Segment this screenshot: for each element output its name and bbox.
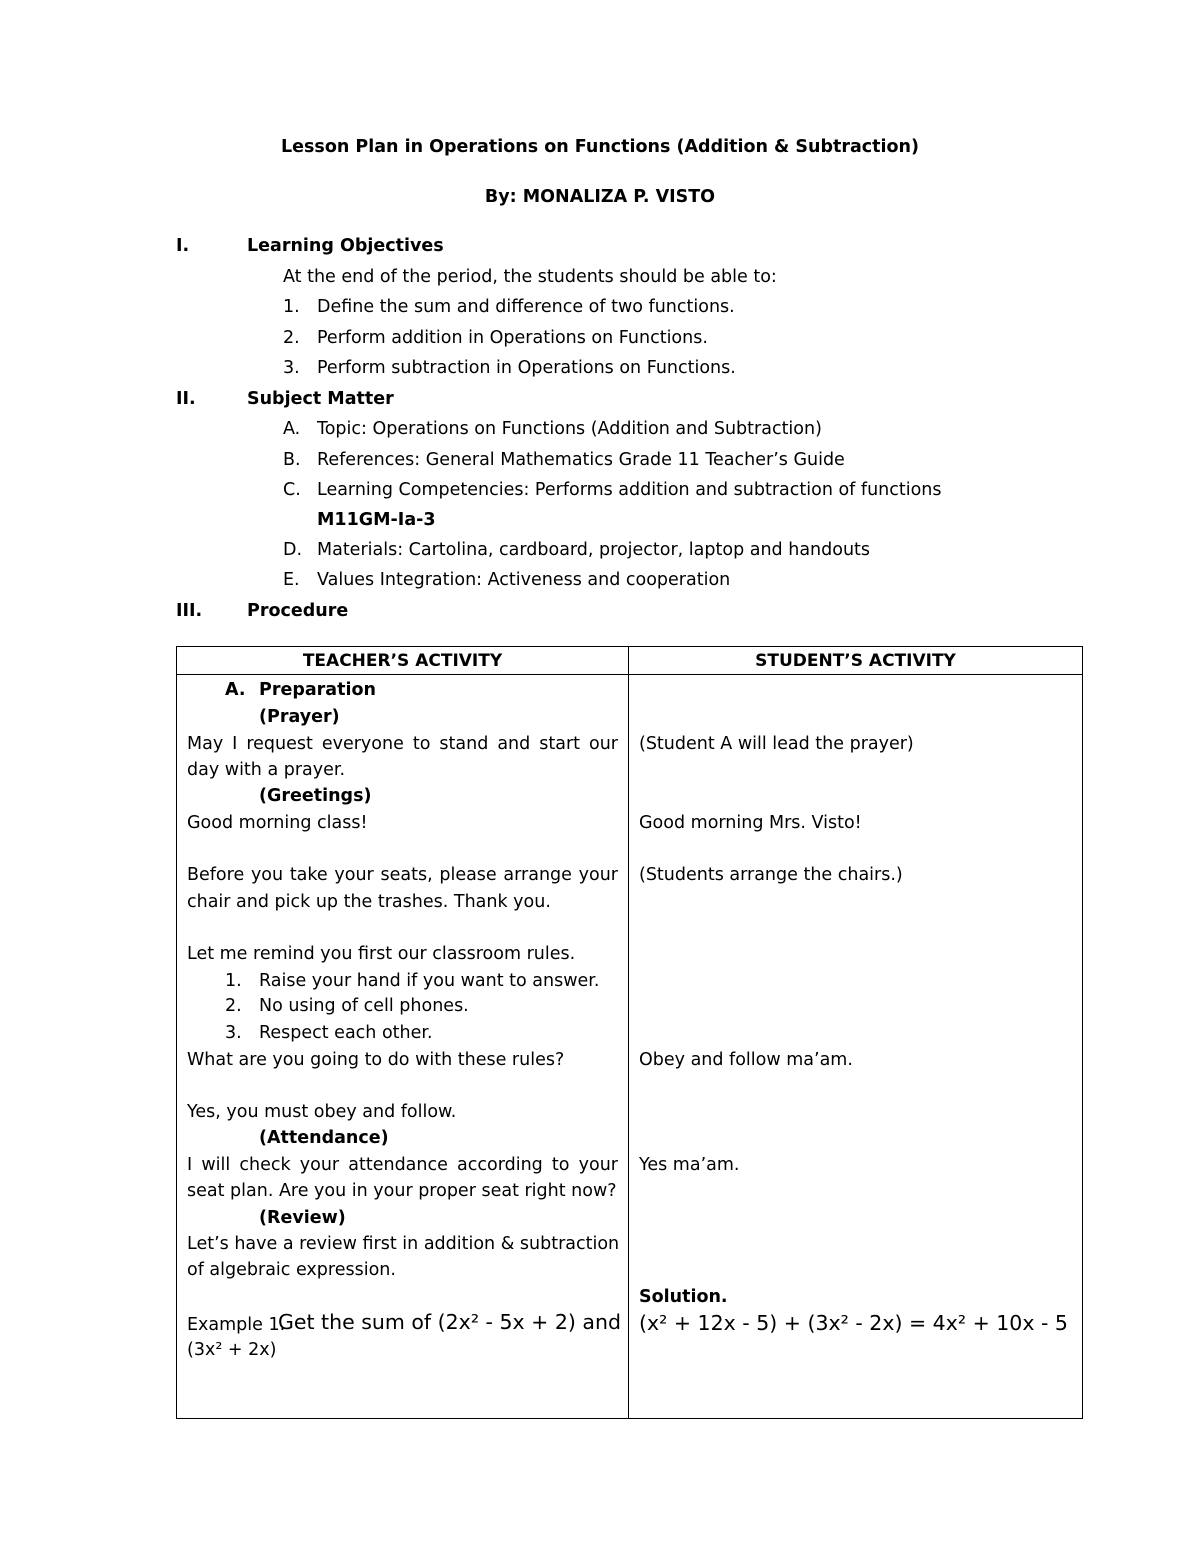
rule-item: No using of cell phones. (259, 996, 469, 1016)
subject-letter: A. (283, 419, 301, 439)
seats-instruction-line: Before you take your seats, please arrange your (187, 865, 618, 885)
rule-number: 2. (225, 996, 242, 1016)
teacher-activity-cell (177, 675, 629, 1419)
rule-number: 3. (225, 1023, 242, 1043)
objectives-intro: At the end of the period, the students should be able to: (283, 267, 777, 287)
subject-item: Materials: Cartolina, cardboard, projector, laptop and handouts (317, 540, 871, 560)
objective-item: Define the sum and difference of two functions. (317, 297, 735, 317)
rules-confirm: Yes, you must obey and follow. (187, 1102, 457, 1122)
section-heading-procedure: Procedure (247, 601, 349, 621)
objective-number: 3. (283, 358, 300, 378)
rule-number: 1. (225, 971, 242, 991)
student-attendance-response: Yes ma’am. (639, 1155, 740, 1175)
objective-number: 1. (283, 297, 300, 317)
rule-item: Respect each other. (259, 1023, 433, 1043)
seats-instruction-line: chair and pick up the trashes. Thank you. (187, 892, 551, 912)
table-row (177, 675, 1083, 1419)
review-label: (Review) (259, 1208, 346, 1228)
greetings-label: (Greetings) (259, 786, 372, 806)
subject-letter: E. (283, 570, 300, 590)
procedure-table (176, 646, 1083, 1419)
student-activity-header: STUDENT’S ACTIVITY (629, 647, 1083, 675)
subject-item: Topic: Operations on Functions (Addition and Subtraction) (317, 419, 822, 439)
attendance-line: I will check your attendance according to your (187, 1155, 618, 1175)
student-rules-response: Obey and follow ma’am. (639, 1050, 853, 1070)
example-expression-continued: (3x² + 2x) (187, 1340, 277, 1360)
example-expression: Get the sum of (2x² - 5x + 2) and (278, 1310, 621, 1334)
rules-intro: Let me remind you first our classroom rules. (187, 944, 576, 964)
solution-expression: (x² + 12x - 5) + (3x² - 2x) = 4x² + 10x - 5 (639, 1311, 1068, 1335)
objective-item: Perform addition in Operations on Functions. (317, 328, 708, 348)
subject-letter: C. (283, 480, 301, 500)
preparation-heading: Preparation (259, 680, 376, 700)
teacher-greeting: Good morning class! (187, 813, 368, 833)
section-numeral-objectives: I. (176, 236, 190, 256)
competency-code: M11GM-Ia-3 (317, 510, 436, 530)
prayer-label: (Prayer) (259, 707, 340, 727)
teacher-activity-header: TEACHER’S ACTIVITY (177, 647, 629, 675)
attendance-label: (Attendance) (259, 1128, 389, 1148)
objective-item: Perform subtraction in Operations on Functions. (317, 358, 736, 378)
student-prayer-response: (Student A will lead the prayer) (639, 734, 914, 754)
subject-item: Learning Competencies: Performs addition and subtraction of functions (317, 480, 942, 500)
document-title: Lesson Plan in Operations on Functions (Addition & Subtraction) (280, 137, 920, 157)
subject-item: Values Integration: Activeness and cooperation (317, 570, 731, 590)
subject-letter: B. (283, 450, 301, 470)
student-chairs-response: (Students arrange the chairs.) (639, 865, 903, 885)
section-heading-subject: Subject Matter (247, 389, 394, 409)
attendance-line: seat plan. Are you in your proper seat right now? (187, 1181, 617, 1201)
subject-item: References: General Mathematics Grade 11 Teacher’s Guide (317, 450, 845, 470)
subject-letter: D. (283, 540, 303, 560)
student-activity-cell (629, 675, 1083, 1419)
preparation-letter: A. (225, 680, 246, 700)
rule-item: Raise your hand if you want to answer. (259, 971, 600, 991)
student-greeting-response: Good morning Mrs. Visto! (639, 813, 862, 833)
document-author: By: MONALIZA P. VISTO (484, 187, 716, 207)
solution-label: Solution. (639, 1287, 728, 1307)
prayer-request-line: May I request everyone to stand and start our (187, 734, 618, 754)
review-line: of algebraic expression. (187, 1260, 396, 1280)
table-header-row (177, 647, 1083, 675)
review-line: Let’s have a review first in addition & subtraction (187, 1234, 620, 1254)
prayer-request-line: day with a prayer. (187, 760, 346, 780)
section-numeral-procedure: III. (176, 601, 203, 621)
rules-question: What are you going to do with these rules? (187, 1050, 565, 1070)
section-heading-objectives: Learning Objectives (247, 236, 444, 256)
section-numeral-subject: II. (176, 389, 196, 409)
objective-number: 2. (283, 328, 300, 348)
example-label: Example 1. (187, 1315, 286, 1335)
